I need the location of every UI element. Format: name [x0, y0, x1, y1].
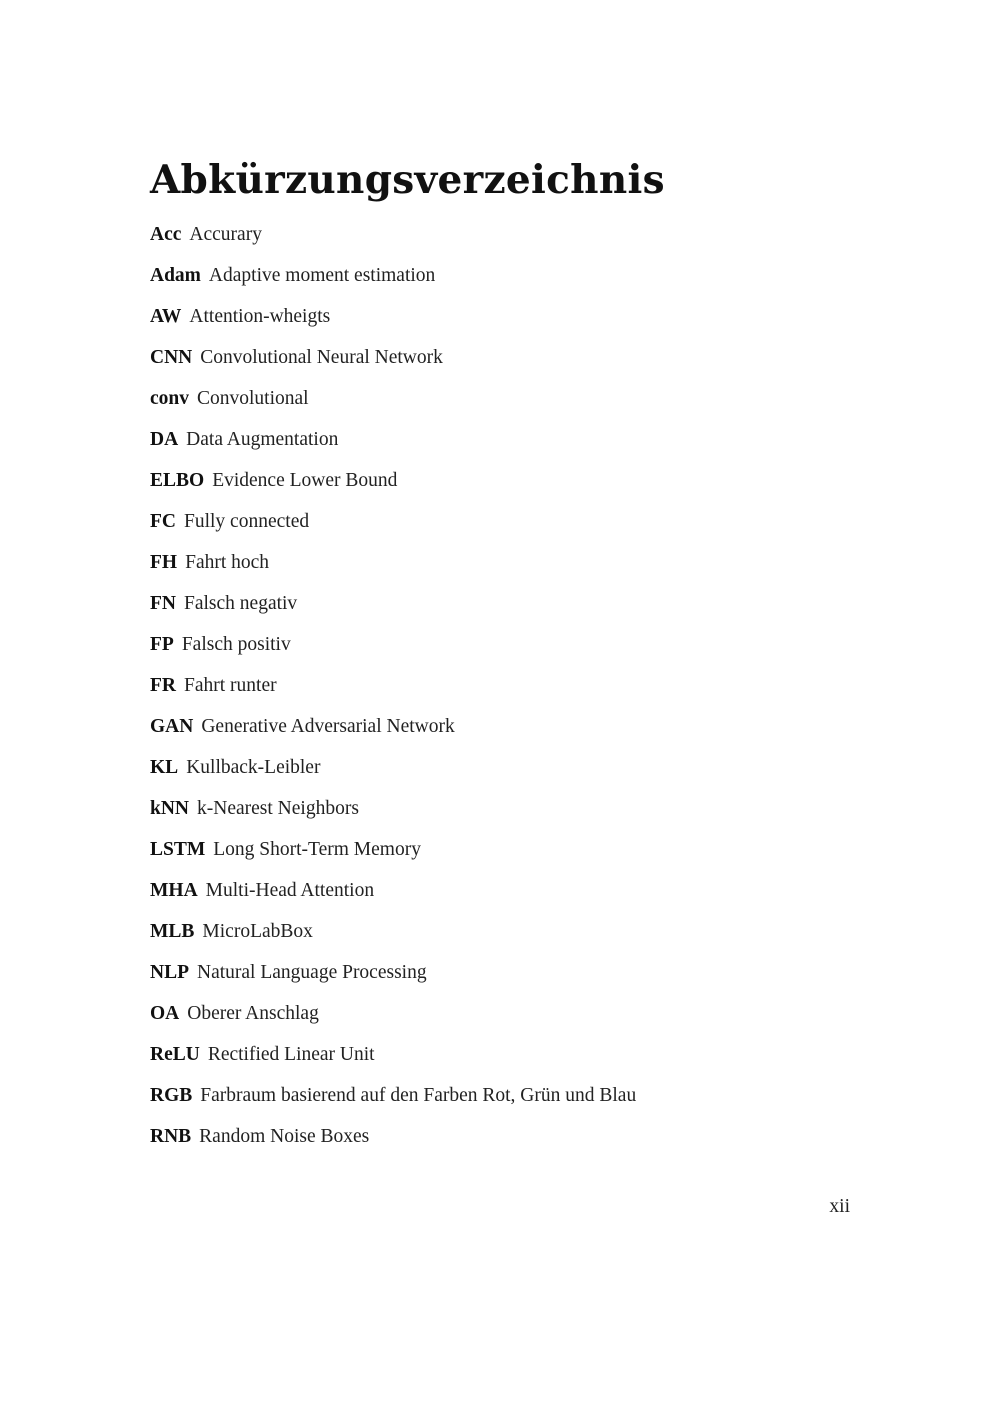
abbreviation-term: GAN	[150, 716, 194, 737]
abbreviation-description: Kullback-Leibler	[186, 757, 321, 778]
list-item	[150, 630, 636, 671]
abbreviation-description: Data Augmentation	[186, 429, 339, 450]
abbreviation-term: FC	[150, 511, 176, 532]
abbreviation-term: MLB	[150, 921, 195, 942]
list-item	[150, 999, 636, 1040]
list-item	[150, 220, 636, 261]
list-item	[150, 261, 636, 302]
list-item	[150, 589, 636, 630]
abbreviation-description: Rectified Linear Unit	[207, 1044, 375, 1065]
abbreviation-description: Evidence Lower Bound	[212, 470, 398, 491]
list-item	[150, 1040, 636, 1081]
abbreviation-term: RNB	[150, 1126, 192, 1147]
abbreviation-term: FH	[150, 552, 178, 573]
abbreviation-description: Fahrt hoch	[185, 552, 270, 573]
list-item	[150, 876, 636, 917]
abbreviation-description: Fahrt runter	[184, 675, 277, 696]
abbreviation-term: CNN	[150, 347, 193, 368]
abbreviation-term: RGB	[150, 1085, 193, 1106]
abbreviation-description: Fully connected	[184, 511, 310, 532]
abbreviation-description: Random Noise Boxes	[199, 1126, 370, 1147]
abbreviation-description: Multi-Head Attention	[205, 880, 375, 901]
abbreviation-term: DA	[150, 429, 179, 450]
abbreviation-description: Farbraum basierend auf den Farben Rot, Grün und Blau	[200, 1085, 637, 1106]
abbreviation-term: ELBO	[150, 470, 205, 491]
list-item	[150, 794, 636, 835]
abbreviation-term: Acc	[150, 224, 182, 245]
list-item	[150, 548, 636, 589]
abbreviation-term: LSTM	[150, 839, 206, 860]
abbreviation-term: kNN	[150, 798, 190, 819]
list-item	[150, 835, 636, 876]
page-number: xii	[829, 1196, 850, 1217]
abbreviation-description: MicroLabBox	[202, 921, 313, 942]
list-item	[150, 712, 636, 753]
list-item	[150, 425, 636, 466]
list-item	[150, 753, 636, 794]
abbreviation-term: ReLU	[150, 1044, 200, 1065]
list-item	[150, 958, 636, 999]
abbreviation-description: Convolutional	[197, 388, 309, 409]
list-item	[150, 507, 636, 548]
abbreviation-term: FN	[150, 593, 176, 614]
abbreviation-term: KL	[150, 757, 179, 778]
abbreviation-term: Adam	[150, 265, 201, 286]
abbreviation-term: NLP	[150, 962, 189, 983]
abbreviation-description: Long Short-Term Memory	[213, 839, 421, 860]
abbreviation-description: k-Nearest Neighbors	[197, 798, 359, 819]
abbreviation-term: AW	[150, 306, 182, 327]
list-item	[150, 671, 636, 712]
abbreviation-description: Generative Adversarial Network	[201, 716, 455, 737]
abbreviation-description: Adaptive moment estimation	[208, 265, 436, 286]
abbreviation-term: OA	[150, 1003, 180, 1024]
abbreviation-term: conv	[150, 388, 189, 409]
abbreviation-description: Oberer Anschlag	[187, 1003, 319, 1024]
abbreviation-description: Falsch positiv	[181, 634, 291, 655]
abbreviation-list	[150, 220, 636, 1163]
abbreviation-description: Falsch negativ	[184, 593, 298, 614]
abbreviation-term: MHA	[150, 880, 198, 901]
abbreviation-description: Natural Language Processing	[197, 962, 427, 983]
abbreviation-term: FP	[150, 634, 174, 655]
list-item	[150, 1122, 636, 1163]
list-item	[150, 384, 636, 425]
list-item	[150, 343, 636, 384]
abbreviation-description: Accurary	[189, 224, 262, 245]
abbreviation-term: FR	[150, 675, 176, 696]
page-title: Abkürzungsverzeichnis	[150, 157, 665, 203]
list-item	[150, 917, 636, 958]
abbreviation-description: Attention-wheigts	[189, 306, 331, 327]
list-item	[150, 302, 636, 343]
abbreviation-description: Convolutional Neural Network	[200, 347, 443, 368]
list-item	[150, 1081, 636, 1122]
list-item	[150, 466, 636, 507]
